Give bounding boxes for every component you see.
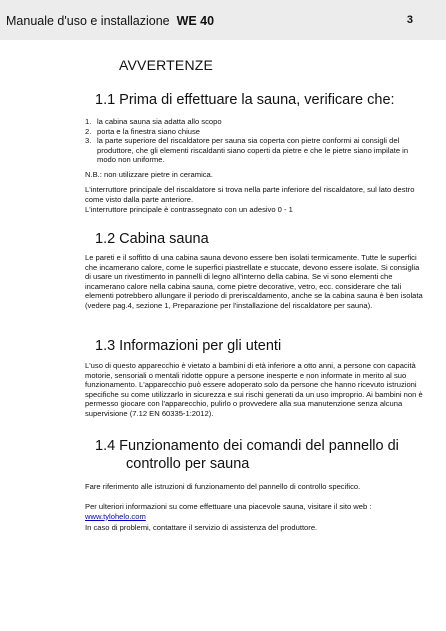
- section-1-4-heading-line2: controllo per sauna: [126, 456, 250, 472]
- main-switch-location: L'interruttore principale del riscaldatore si trova nella parte inferiore del riscaldatore, sul lato destro come visto dalla parte anteriore.: [85, 185, 415, 204]
- website-link[interactable]: www.tylohelo.com: [85, 511, 146, 521]
- website-info-text: Per ulteriori informazioni su come effettuare una piacevole sauna, visitare il sito web :: [85, 502, 372, 511]
- website-info: [85, 502, 425, 521]
- list-item-text: porta e la finestra siano chiuse: [97, 126, 200, 136]
- list-item: [85, 117, 425, 127]
- section-1-3-body: L'uso di questo apparecchio è vietato a bambini di età inferiore a otto anni, a persone con capacità motorie, sensoriali o mentali ridotte oppure a persone inesperte e non informate in merito al suo funzionamento. L'apparecchio può essere adoperato solo da persone che hanno ricevuto istruzioni specifiche su come utilizzarlo in sicurezza e sui rischi generati da un uso improprio. Ai bambini non è permesso giocare con l'apparecchio, pulirlo o provvedere alla sua manutenzione senza alcuna supervisione (7.12 EN 60335-1:2012).: [85, 361, 423, 418]
- list-item-text: la cabina sauna sia adatta allo scopo: [97, 117, 222, 126]
- list-item-number: 3.: [85, 136, 92, 146]
- page-header: [0, 0, 446, 40]
- stones-note: N.B.: non utilizzare pietre in ceramica.: [85, 170, 213, 179]
- list-item-number: 1.: [85, 117, 92, 126]
- main-title: AVVERTENZE: [119, 57, 214, 73]
- page-number: 3: [406, 14, 413, 26]
- list-item: [85, 136, 425, 165]
- section-1-2-body: Le pareti e il soffitto di una cabina sauna devono essere ben isolati termicamente. Tutte le superfici che incamerano calore, come le superfici piastrellate e stuccate, devono essere isolate. Si consiglia di usare un rivestimento in pannelli di legno all'interno della cabina. Se vi sono elementi che incamerano calore nella cabina sauna, come pietre decorative, vetro, ecc. considerare che tali elementi potrebbero allungare il periodo di preriscaldamento, anche se la cabina sauna è ben isolata (vedere pag.4, sezione 1, Preparazione per l'installazione del riscaldatore per sauna).: [85, 253, 423, 310]
- section-1-2-heading: 1.2 Cabina sauna: [95, 231, 209, 247]
- section-1-4-heading-line1: 1.4 Funzionamento dei comandi del pannello di: [95, 438, 399, 454]
- list-item: [85, 127, 425, 137]
- header-title: [6, 14, 214, 28]
- section-1-4-instructions: Fare riferimento alle istruzioni di funzionamento del pannello di controllo specifico.: [85, 482, 361, 491]
- section-1-1-heading: 1.1 Prima di effettuare la sauna, verificare che:: [95, 92, 395, 108]
- list-item-text: la parte superiore del riscaldatore per sauna sia coperta con pietre conformi ai consigli del produttore, che gli elementi riscaldanti siano coperti da pietre e che le pietre siano impilate in modo non uniforme.: [97, 136, 409, 165]
- section-1-3-heading: 1.3 Informazioni per gli utenti: [95, 338, 282, 354]
- header-title-prefix: Manuale d'uso e installazione: [6, 14, 170, 28]
- checklist: [85, 117, 425, 165]
- support-contact: In caso di problemi, contattare il servizio di assistenza del produttore.: [85, 523, 318, 532]
- header-model: WE 40: [176, 14, 215, 28]
- list-item-number: 2.: [85, 126, 92, 136]
- main-switch-label: L'interruttore principale è contrassegnato con un adesivo 0 - 1: [85, 205, 293, 214]
